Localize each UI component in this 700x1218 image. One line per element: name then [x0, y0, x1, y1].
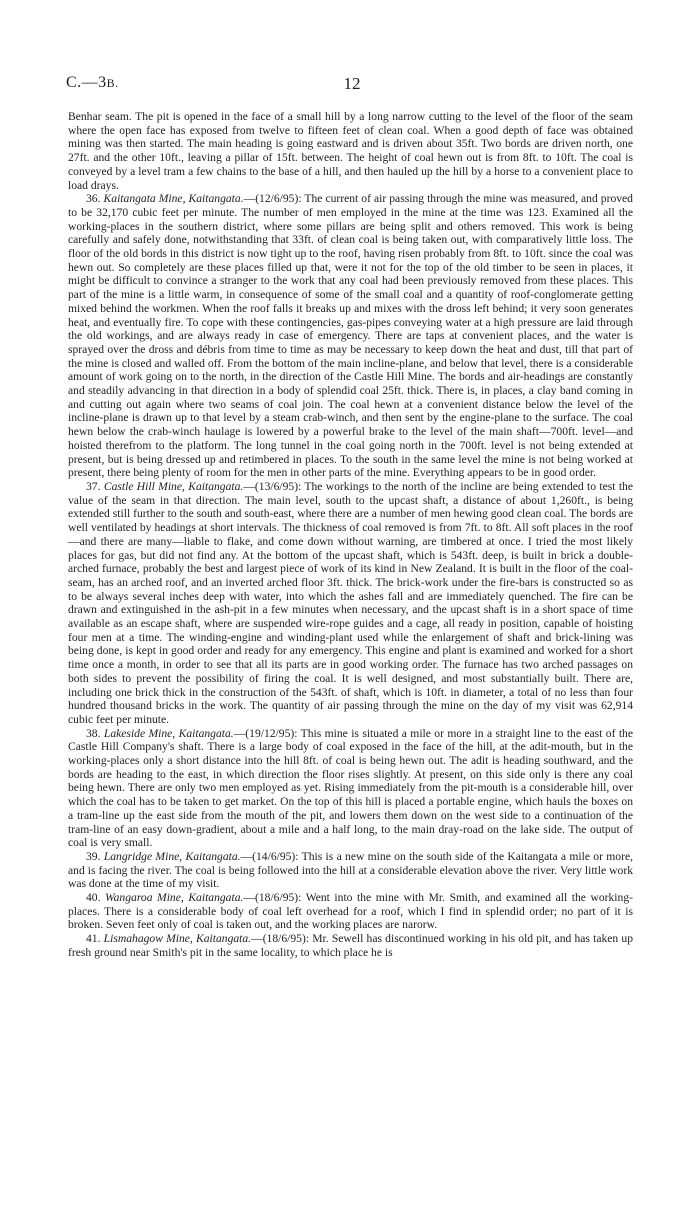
paragraph-number: 40.: [86, 891, 101, 905]
paragraph-text: —(14/6/95): This is a new mine on the south side of the Kaitangata a mile or more, and is facing the river. The coal is being followed into the hill at a considerable elevation above the river. Very little work was done at the time of my visit.: [68, 849, 633, 891]
paragraph-title: Langridge Mine, Kaitangata.: [103, 849, 241, 863]
paragraph-title: Lismahagow Mine, Kaitangata.: [103, 932, 252, 946]
paragraph-36: [68, 192, 633, 480]
report-code-main: C.—3: [66, 74, 107, 91]
paragraph-37: [68, 480, 633, 727]
paragraph-40: [68, 891, 633, 932]
paragraph-title: Wangaroa Mine, Kaitangata.: [105, 891, 244, 905]
report-code-sub: B.: [106, 76, 119, 90]
paragraph-number: 36.: [86, 192, 101, 206]
body-text: [68, 110, 633, 960]
paragraph-38: [68, 727, 633, 850]
paragraph-number: 39.: [86, 849, 101, 863]
paragraph-number: 41.: [86, 932, 101, 946]
paragraph-41: [68, 932, 633, 959]
paragraph-title: Castle Hill Mine, Kaitangata.: [103, 479, 244, 493]
page-header: [66, 74, 638, 94]
paragraph-text: —(13/6/95): The workings to the north of the incline are being extended to test the value of the seam in that direction. The main level, south to the upcast shaft, a distance of about 1,260ft., is being extended still further to the south and south-east, where there are a number of men hewing good clean coal. The bords are well ventilated by headings at short intervals. The thickness of coal removed is from 7ft. to 8ft. All soft places in the roof—and there are many—liable to flake, and come down without warning, are timbered at once. I tried the most likely places for gas, but did not find any. At the bottom of the upcast shaft, which is 543ft. deep, is built in brick a double-arched furnace, probably the best and largest piece of work of its kind in New Zealand. It is built in the floor of the coal-seam, has an arched roof, and an inverted arched floor 3ft. thick. The brick-work under the fire-bars is constructed so as to be always several inches deep with water, into which the ashes fall and are immediately quenched. The fire can be drawn and extinguished in the ash-pit in a few minutes when necessary, and the upcast shaft is in a short space of time available as an escape shaft, where are suspended wire-rope guides and a cage, all ready in position, capable of hoisting four men at a time. The winding-engine and winding-plant used while the enlargement of shaft and brick-lining was being done, is kept in good order and ready for any emergency. This engine and plant is examined and worked for a short time once a month, in order to see that all its parts are in good working order. The furnace has two arched passages on both sides to prevent the possibility of firing the coal. It is well designed, and most substantially built. There are, including one brick thick in the construction of the 543ft. of shaft, which is 10ft. in diameter, a total of no less than four hundred thousand bricks in the work. The quantity of air passing through the mine on the day of my visit was 62,914 cubic feet per minute.: [68, 479, 633, 726]
paragraph-number: 38.: [86, 726, 101, 740]
paragraph-text: —(18/6/95): Mr. Sewell has discontinued working in his old pit, and has taken up fresh ground near Smith's pit in the same locality, to which place he is: [68, 932, 633, 959]
paragraph-title: Kaitangata Mine, Kaitangata.: [103, 192, 244, 206]
paragraph-text: —(18/6/95): Went into the mine with Mr. Smith, and examined all the working-places. There is a considerable body of coal left overhead for a roof, which I find in splendid order; no part of it is broken. Seven feet only of coal is taken out, and the working places are narorw.: [68, 891, 633, 932]
page-number: 12: [343, 74, 361, 93]
paragraph-text: Benhar seam. The pit is opened in the face of a small hill by a long narrow cutting to the level of the floor of the seam where the open face has exposed from twelve to fifteen feet of clean coal. When a good depth of face was obtained mining was then started. The main heading is going eastward and is driven about 35ft. Two bords are driven north, one 27ft. and the other 10ft., leaving a pillar of 15ft. between. The height of coal hewn out is from 8ft. to 10ft. The coal is conveyed by a level tram a few chains to the base of a hill, and then hauled up the hill by a horse to a convenient place to load drays.: [68, 110, 633, 192]
paragraph-text: —(19/12/95): This mine is situated a mile or more in a straight line to the east of the Castle Hill Company's shaft. There is a large body of coal exposed in the face of the hill, at the adit-mouth, but in the working-places only a short distance into the hill 8ft. of coal is being hewn out. The adit is heading southward, and the bords are heading to the east, in which direction the floor rises slightly. At present, on this side only is there any coal being hewn. There are only two men employed as yet. Rising immediately from the pit-mouth is a considerable hill, over which the coal has to be taken to get market. On the top of this hill is placed a portable engine, which hauls the boxes on a tram-line up the east side from the mouth of the pit, and lowers them down on the west side to a continuation of the tram-line of an easy down-gradient, about a mile and a half long, to the main dray-road on the lake side. The output of coal is very small.: [68, 726, 633, 850]
paragraph-title: Lakeside Mine, Kaitangata.: [103, 726, 234, 740]
paragraph-39: [68, 850, 633, 891]
paragraph-text: —(12/6/95): The current of air passing through the mine was measured, and proved to be 32,170 cubic feet per minute. The number of men employed in the mine at the time was 123. Examined all the working-places in the southern district, where some pillars are being split and others removed. This work is being carefully and safely done, notwithstanding that 33ft. of clean coal is being taken out, with comparatively little loss. The floor of the old bords in this district is now tight up to the roof, having risen probably from 8ft. to 10ft. since the coal was hewn out. So completely are these places filled up that, were it not for the top of the old timber to be seen in places, it might be difficult to convince a stranger to the work that any coal had been previously removed from these places. This part of the mine is a little warm, in consequence of some of the small coal and a quantity of roof-conglomerate getting mixed behind the workmen. When the roof falls it breaks up and mixes with the dross left behind; it very soon generates heat, and eventually fire. To cope with these contingencies, gas-pipes conveying water at a high pressure are laid through the old workings, and are always ready in case of emergency. There are taps at convenient places, and the water is sprayed over the dross and débris from time to time as may be necessary to keep down the heat and dust, till that part of the mine is closed and walled off. From the bottom of the main incline-plane, and below that level, there is a considerable amount of work going on to the north, in the direction of the Castle Hill Mine. The bords and air-headings are constantly and steadily advancing in that direction in a body of splendid coal 25ft. thick. There is, in places, a clay band coming in and cutting out again where two seams of coal join. The coal hewn at a convenient distance below the level of the incline-plane is drawn up to that level by a steam crab-winch, and then sent by the engine-plane to the surface. The coal hewn below the crab-winch haulage is lowered by a powerful brake to the level of the main shaft—700ft. level—and hoisted therefrom to the platform. The long tunnel in the coal going north in the 700ft. level is not being extended at present, but is being dressed up and retimbered in places. To the south in the same level the mine is not being worked at present, there being plenty of room for the men in other parts of the mine. Everything appears to be in good order.: [68, 192, 633, 480]
paragraph-continued: [68, 110, 633, 192]
paragraph-number: 37.: [86, 479, 101, 493]
